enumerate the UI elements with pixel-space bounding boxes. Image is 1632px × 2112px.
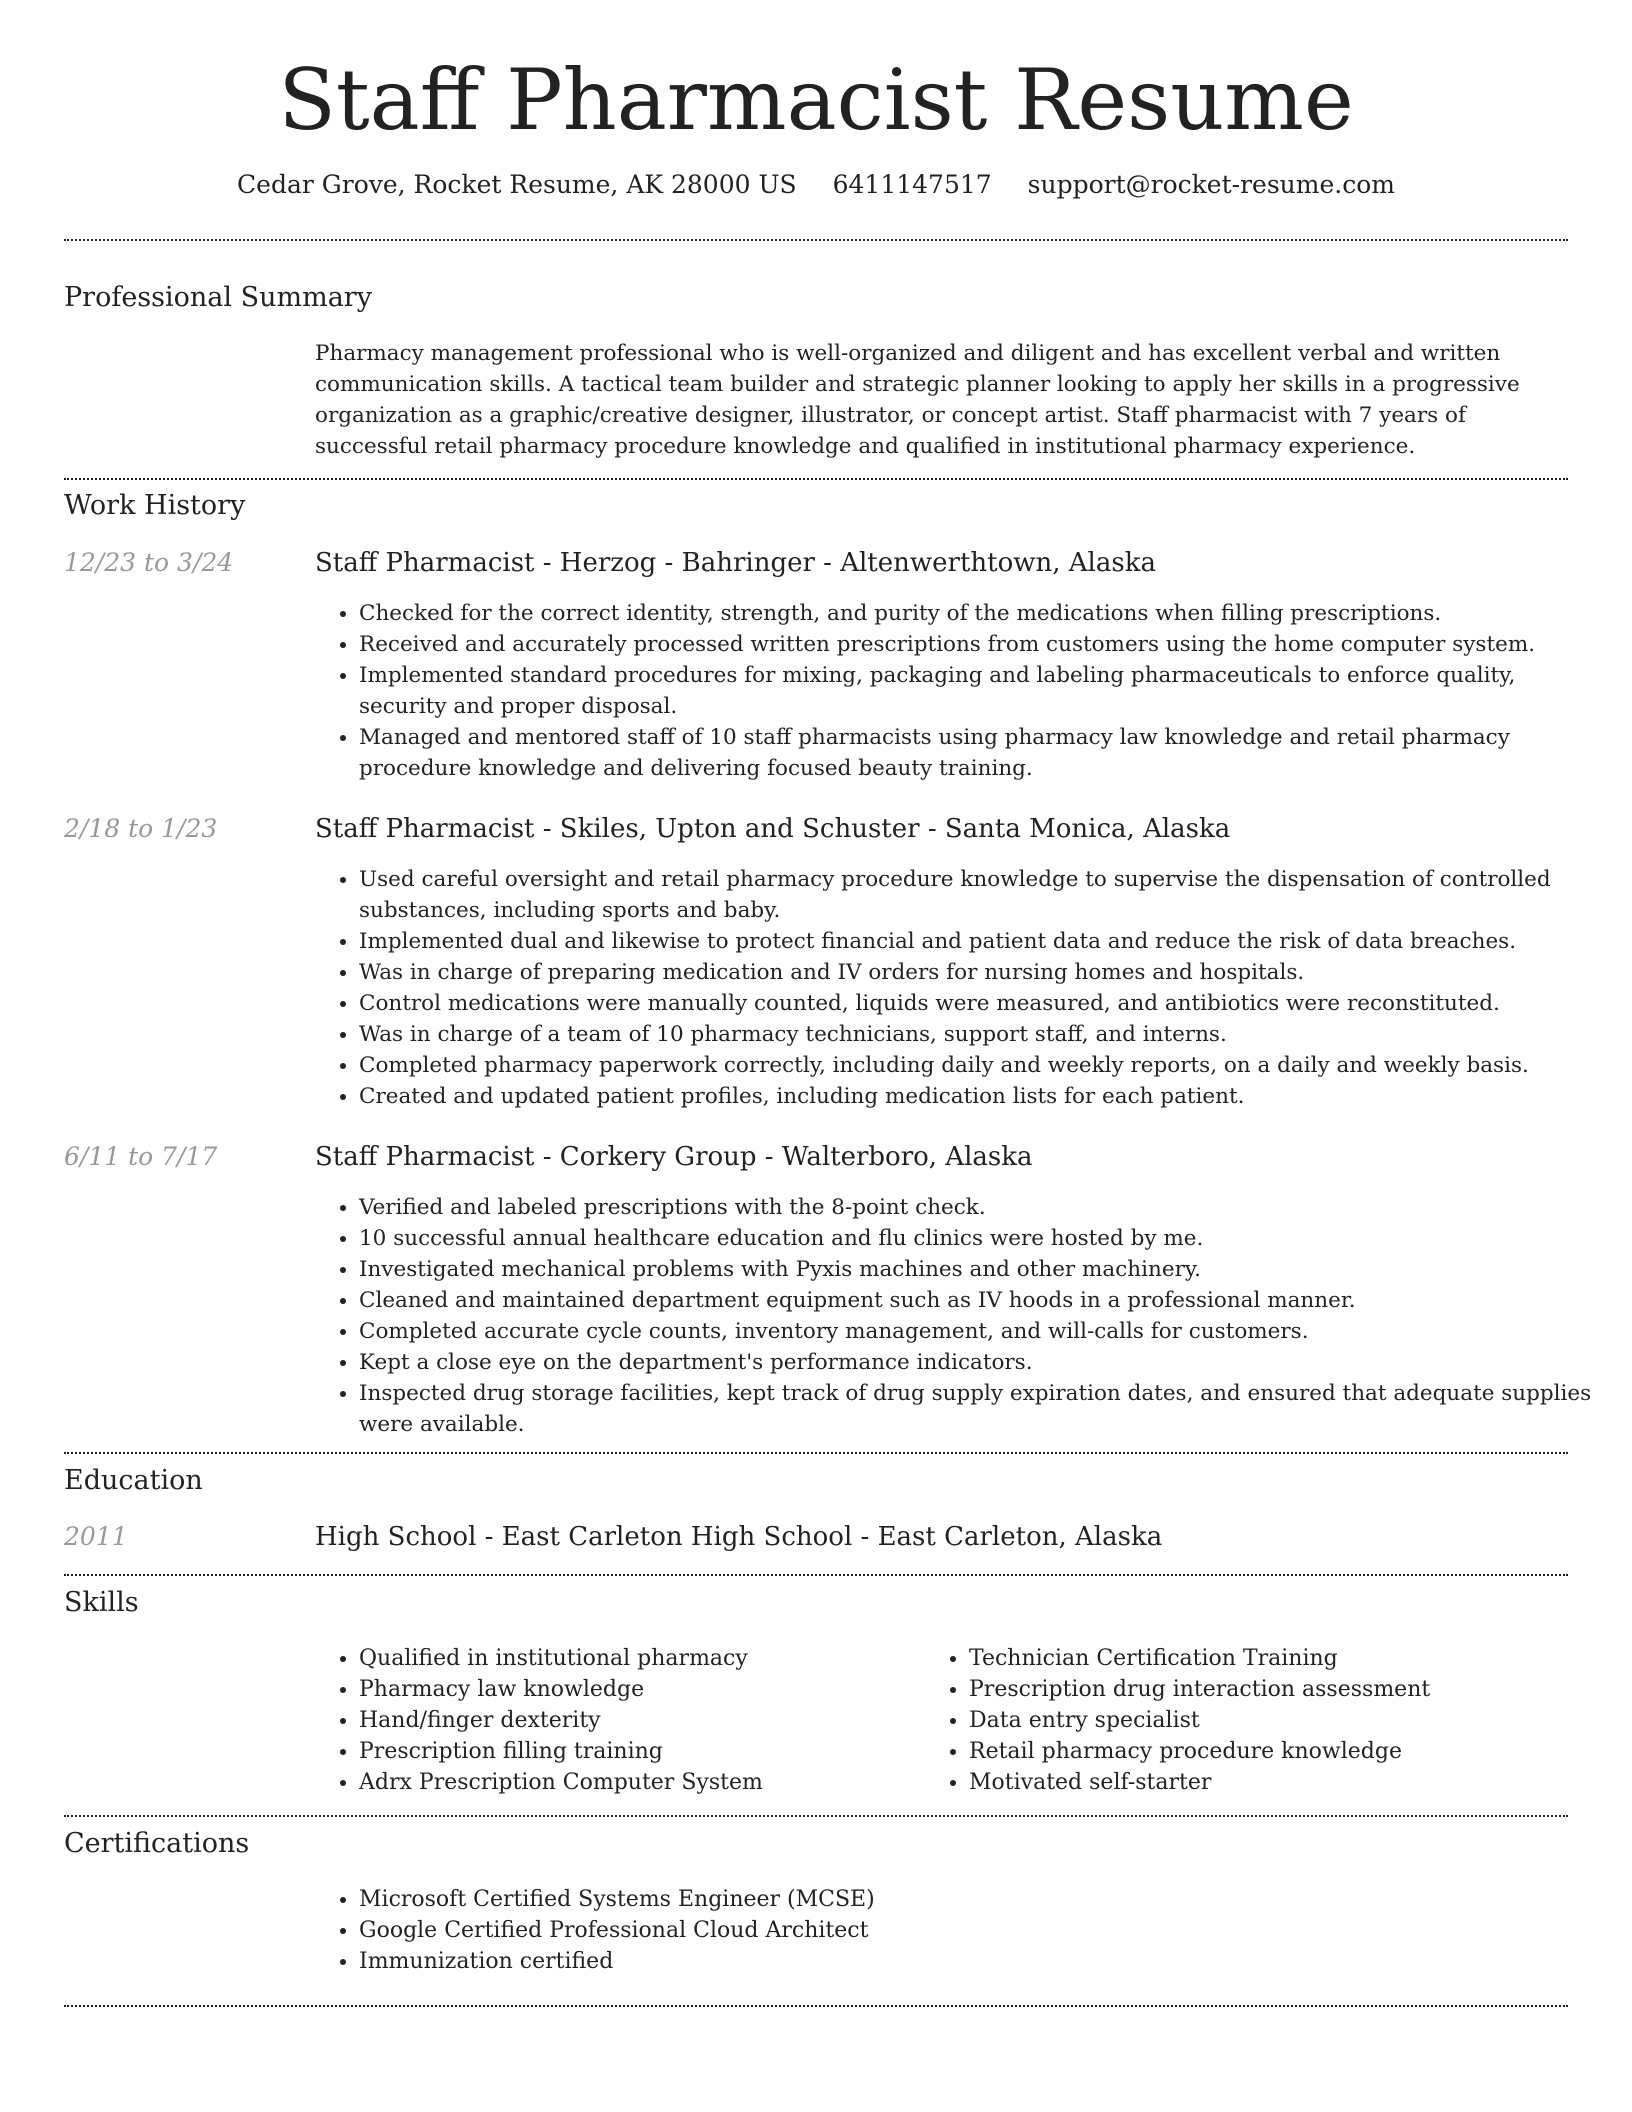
list-item: • Control medications were manually counted, liquids were measured, and antibiotics were reconstituted. <box>359 988 1609 1019</box>
list-item: • Received and accurately processed written prescriptions from customers using the home computer system. <box>359 629 1609 660</box>
list-item: • Completed pharmacy paperwork correctly, including daily and weekly reports, on a daily and weekly basis. <box>359 1050 1609 1081</box>
list-item: • Investigated mechanical problems with Pyxis machines and other machinery. <box>359 1254 1609 1285</box>
list-item: • Motivated self-starter <box>969 1767 1609 1798</box>
job-bullets <box>315 1192 1609 1440</box>
job-title: Staff Pharmacist - Corkery Group - Walterboro, Alaska <box>315 1142 1033 1172</box>
contact-phone: 6411147517 <box>832 170 992 199</box>
list-item: • Prescription filling training <box>359 1736 919 1767</box>
contact-line <box>0 170 1632 199</box>
list-item: • Adrx Prescription Computer System <box>359 1767 919 1798</box>
section-title-work: Work History <box>64 490 246 521</box>
divider <box>64 478 1568 480</box>
list-item: • Was in charge of a team of 10 pharmacy technicians, support staff, and interns. <box>359 1019 1609 1050</box>
divider <box>64 2005 1568 2007</box>
divider <box>64 1574 1568 1576</box>
resume-name: Staff Pharmacist Resume <box>278 51 1354 149</box>
list-item: • Data entry specialist <box>969 1705 1609 1736</box>
job-bullets <box>315 864 1609 1112</box>
certifications-list <box>315 1884 1609 1977</box>
list-item: • Pharmacy law knowledge <box>359 1674 919 1705</box>
list-item: • Used careful oversight and retail pharmacy procedure knowledge to supervise the dispensation of controlled substances, including sports and baby. <box>359 864 1609 926</box>
list-item: • Prescription drug interaction assessment <box>969 1674 1609 1705</box>
list-item: • Created and updated patient profiles, including medication lists for each patient. <box>359 1081 1609 1112</box>
job-dates: 12/23 to 3/24 <box>64 548 234 577</box>
section-title-education: Education <box>64 1465 203 1496</box>
list-item: • Cleaned and maintained department equipment such as IV hoods in a professional manner. <box>359 1285 1609 1316</box>
list-item: • Immunization certified <box>359 1946 1609 1977</box>
list-item: • 10 successful annual healthcare education and flu clinics were hosted by me. <box>359 1223 1609 1254</box>
list-item: • Implemented standard procedures for mixing, packaging and labeling pharmaceuticals to enforce quality, security and proper disposal. <box>359 660 1609 722</box>
list-item: • Was in charge of preparing medication and IV orders for nursing homes and hospitals. <box>359 957 1609 988</box>
summary-text: Pharmacy management professional who is well-organized and diligent and has excellent verbal and written communication skills. A tactical team builder and strategic planner looking to apply her skills in a progressive organization as a graphic/creative designer, illustrator, or concept artist. Staff pharmacist with 7 years of successful retail pharmacy procedure knowledge and qualified in institutional pharmacy experience. <box>315 341 1520 459</box>
section-title-certifications: Certifications <box>64 1828 250 1859</box>
job-dates: 6/11 to 7/17 <box>64 1142 218 1171</box>
list-item: • Implemented dual and likewise to protect financial and patient data and reduce the risk of data breaches. <box>359 926 1609 957</box>
list-item: • Retail pharmacy procedure knowledge <box>969 1736 1609 1767</box>
list-item: • Hand/finger dexterity <box>359 1705 919 1736</box>
contact-address: Cedar Grove, Rocket Resume, AK 28000 US <box>237 170 797 199</box>
divider <box>64 239 1568 241</box>
list-item: • Microsoft Certified Systems Engineer (MCSE) <box>359 1884 1609 1915</box>
job-bullets <box>315 598 1609 784</box>
list-item: • Qualified in institutional pharmacy <box>359 1643 919 1674</box>
contact-email: support@rocket-resume.com <box>1027 170 1395 199</box>
list-item: • Technician Certification Training <box>969 1643 1609 1674</box>
list-item: • Completed accurate cycle counts, inventory management, and will-calls for customers. <box>359 1316 1609 1347</box>
education-date: 2011 <box>64 1522 128 1551</box>
list-item: • Google Certified Professional Cloud Architect <box>359 1915 1609 1946</box>
divider <box>64 1815 1568 1817</box>
section-title-skills: Skills <box>64 1587 139 1618</box>
skills-list-left <box>315 1643 919 1798</box>
job-title: Staff Pharmacist - Herzog - Bahringer - Altenwerthtown, Alaska <box>315 548 1156 578</box>
skills-list-right <box>925 1643 1609 1798</box>
education-title: High School - East Carleton High School - East Carleton, Alaska <box>315 1522 1163 1552</box>
job-title: Staff Pharmacist - Skiles, Upton and Schuster - Santa Monica, Alaska <box>315 814 1231 844</box>
list-item: • Kept a close eye on the department's performance indicators. <box>359 1347 1609 1378</box>
section-title-summary: Professional Summary <box>64 282 372 313</box>
list-item: • Verified and labeled prescriptions with the 8-point check. <box>359 1192 1609 1223</box>
divider <box>64 1452 1568 1454</box>
job-dates: 2/18 to 1/23 <box>64 814 218 843</box>
list-item: • Managed and mentored staff of 10 staff pharmacists using pharmacy law knowledge and retail pharmacy procedure knowledge and delivering focused beauty training. <box>359 722 1609 784</box>
list-item: • Checked for the correct identity, strength, and purity of the medications when filling prescriptions. <box>359 598 1609 629</box>
list-item: • Inspected drug storage facilities, kept track of drug supply expiration dates, and ensured that adequate supplies were available. <box>359 1378 1609 1440</box>
